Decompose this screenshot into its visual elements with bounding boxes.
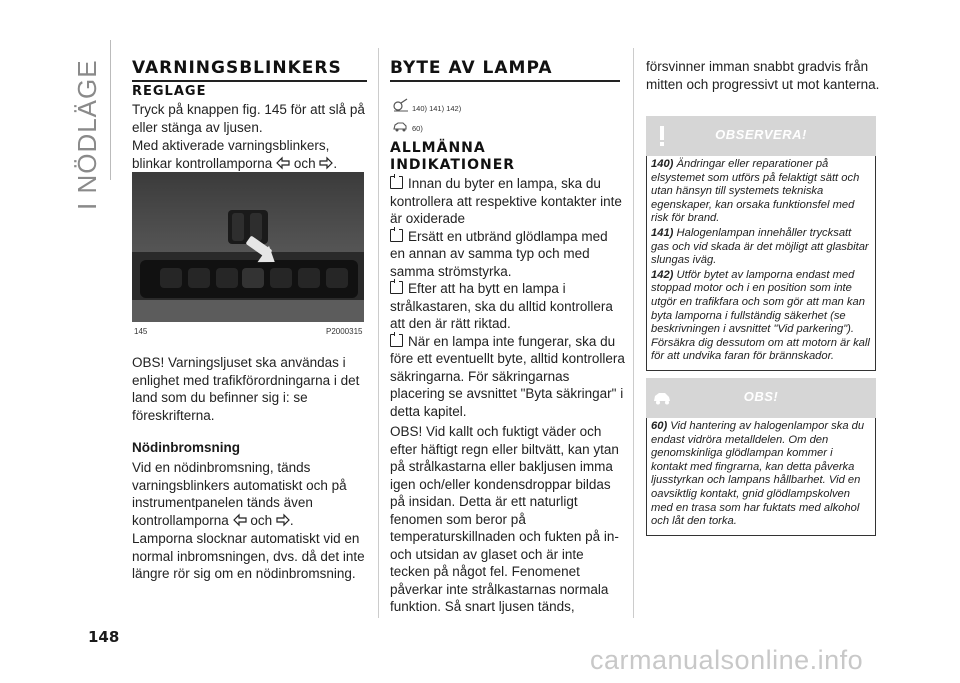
watermark: carmanualsonline.info (590, 645, 864, 675)
warning-text: Ändringar eller reparationer på elsystemet som utförs på felaktigt sätt och utan hänsyn till systemets tekniska egenskaper, kan orsaka funktionsfel med risk för brand. (651, 158, 860, 225)
figure-code: P2000315 (326, 327, 363, 336)
warning-box-header (646, 116, 876, 156)
subheading-nodinbromsning: Nödinbromsning (132, 440, 240, 455)
list-item-text: Innan du byter en lampa, ska du kontrollera att respektive kontakter inte är oxiderade (390, 176, 622, 226)
list-item-text: Ersätt en utbränd glödlampa med en annan av samma typ och med samma strömstyrka. (390, 228, 608, 279)
list-item (390, 280, 625, 333)
note-box-body (646, 418, 876, 536)
warning-text: Halogenlampan innehåller trycksatt gas och vid skada är det möjligt att glasbitar slungas iväg. (651, 226, 869, 267)
list-item (390, 228, 625, 281)
warning-text: Utför bytet av lamporna endast med stoppad motor och i en position som inte utgör en trafikfara och som gör att man kan byta lamporna i fullständig säkerhet (se beskrivningen i avsnittet "Vid parkering"). Försäkra dig dessutom om att motorn är kall för att undvika faran för brännskador. (651, 268, 870, 363)
bullet-icon (390, 176, 403, 189)
paragraph-obs: OBS! Varningsljuset ska användas i enlighet med trafikförordningarna i det land som du befinner sig i: se föreskrifterna. (132, 355, 360, 423)
paragraph-nodinbromsning (132, 459, 372, 529)
list-item-text: När en lampa inte fungerar, ska du före ett eventuellt byte, alltid kontrollera säkringarna. För säkringarnas placering se avsnittet "Byta säkringar" i detta kapitel. (390, 333, 625, 419)
page-number: 148 (88, 628, 120, 646)
warning-references: 140) 141) 142) (412, 104, 462, 113)
heading-rule (132, 80, 367, 82)
note-number: 60) (651, 420, 668, 432)
subheading-allmanna-indikationer: ALLMÄNNA INDIKATIONER (390, 140, 516, 173)
period-text: . (289, 512, 294, 528)
warning-number: 141) (651, 226, 674, 239)
section-side-label (72, 40, 112, 210)
warning-box-body (646, 156, 876, 371)
list-item (390, 333, 625, 421)
warning-box-title: OBSERVERA! (715, 127, 807, 142)
warning-number: 142) (651, 268, 674, 281)
column-divider-1 (378, 48, 379, 618)
heading-rule (390, 80, 620, 82)
column-divider-2 (633, 48, 634, 618)
paragraph-imma-continued: försvinner imman snabbt gradvis från mitten och progressivt ut mot kanterna. (646, 59, 880, 92)
warning-item (651, 158, 871, 226)
car-note-icon (392, 120, 408, 132)
paragraph-text: Med aktiverade varningsblinkers, blinkar kontrollamporna (132, 138, 330, 171)
note-box-header (646, 378, 876, 418)
bullet-icon (390, 334, 403, 347)
note-references: 60) (412, 124, 423, 133)
bullet-list (390, 175, 625, 420)
turn-left-lamp-icon (233, 513, 247, 527)
och-text: och (250, 512, 273, 528)
list-item-text: Efter att ha bytt en lampa i strålkastaren, ska du alltid kontrollera att den är rätt riktad. (390, 281, 613, 331)
turn-right-lamp-icon (276, 513, 290, 527)
heading-byte-av-lampa: BYTE AV LAMPA (390, 58, 553, 78)
warning-item (651, 269, 871, 364)
bulb-warning-icon (392, 98, 410, 112)
bullet-icon (390, 281, 403, 294)
paragraph-text: Vid en nödinbromsning, tänds varningsblinkers automatiskt och på instrumentpanelen tänds även kontrollamporna (132, 460, 347, 528)
paragraph-imma: OBS! Vid kallt och fuktigt väder och efter häftigt regn eller biltvätt, kan ytan på strålkastarna eller bakljusen imma igen och/eller kondensdroppar bildas på insidan. Detta är ett naturligt fenomen som beror på temperaturskillnaden och fukten på in- och utsidan av glaset och är inte tecken på något fel. Fenomenet påverkar inte strålkastarnas normala funktion. Så snart ljusen tänds, (390, 424, 619, 614)
note-item (651, 420, 871, 529)
och-text: och (293, 155, 316, 171)
turn-left-lamp-icon (276, 156, 290, 170)
subheading-reglage: REGLAGE (132, 84, 207, 99)
paragraph-lamporna-slocknar: Lamporna slocknar automatiskt vid en normal inbromsningen, dvs. då det inte längre rör sig om en nödinbromsning. (132, 531, 365, 581)
heading-varningsblinkers: VARNINGSBLINKERS (132, 58, 342, 78)
list-item (390, 175, 625, 228)
period-text: . (333, 155, 338, 171)
warning-number: 140) (651, 158, 674, 170)
side-label-text: I NÖDLÄGE (72, 59, 102, 210)
figure-hazard-button-photo (132, 172, 364, 322)
note-text: Vid hantering av halogenlampor ska du endast vidröra metalldelen. Om den genomskinliga glödlampan kommer i kontakt med fingrarna, kan detta påverka ljusstyrkan och lampans hållbarhet. Vid en oavsiktlig kontakt, gnid glödlampskolven med en trasa som har fuktats med alkohol och låt den torka. (651, 420, 865, 528)
warning-item (651, 227, 871, 268)
side-divider (110, 40, 111, 180)
paragraph-kontrollamporna (132, 137, 372, 172)
note-box-title: OBS! (743, 389, 779, 404)
paragraph-reglage: Tryck på knappen fig. 145 för att slå på eller stänga av ljusen. (132, 102, 365, 135)
turn-right-lamp-icon (319, 156, 333, 170)
figure-number: 145 (134, 327, 148, 336)
bullet-icon (390, 229, 403, 242)
